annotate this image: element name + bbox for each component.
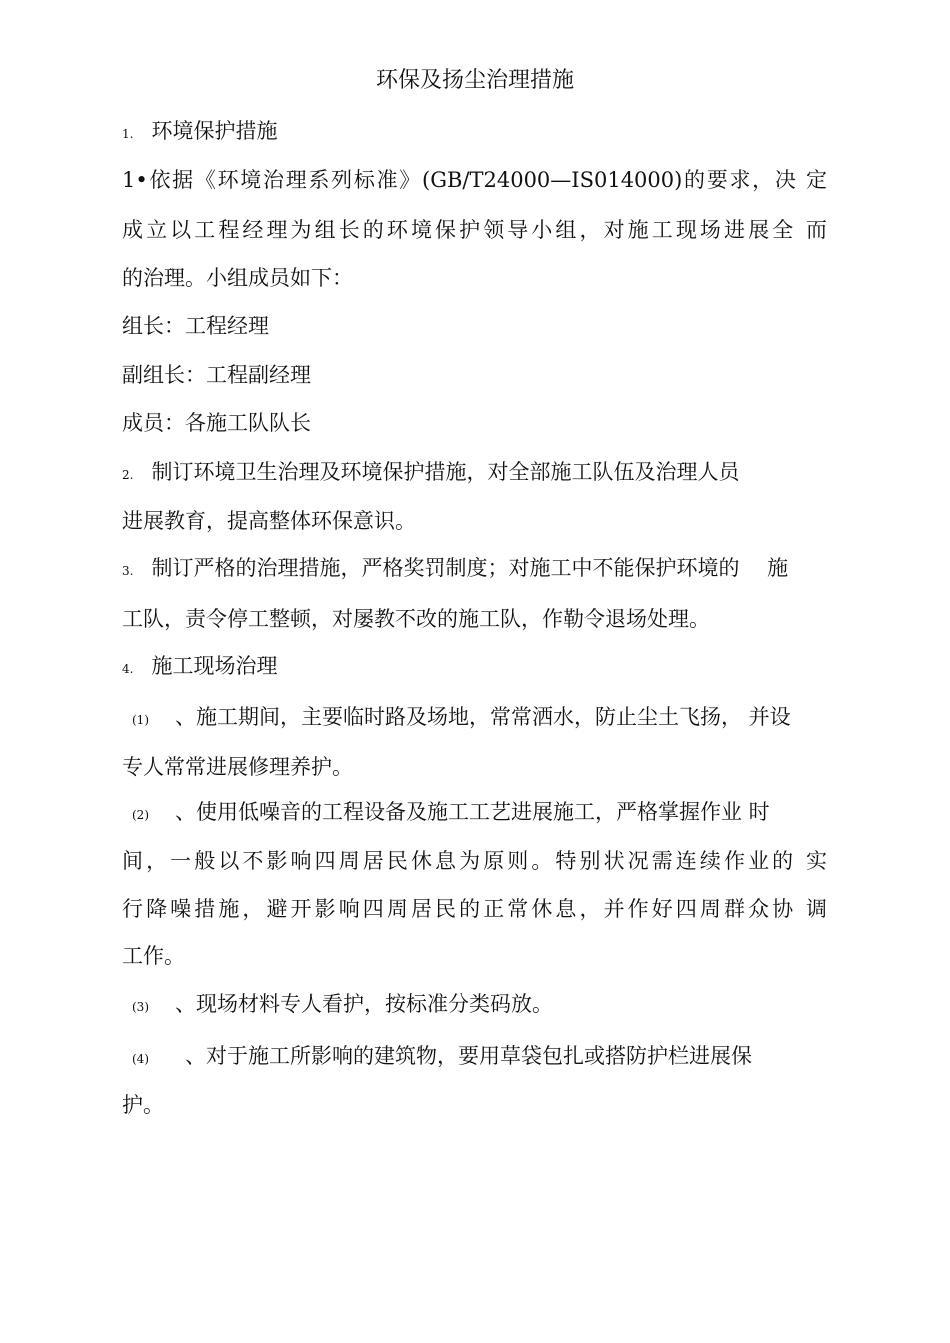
- paragraph-1-line-2: 成立以工程经理为组长的环境保护领导小组，对施工现场进展全 而: [122, 218, 827, 242]
- section-2-text: 制订环境卫生治理及环境保护措施，对全部施工队伍及治理人员: [151, 460, 740, 484]
- page-title: 环保及扬尘治理措施: [375, 68, 574, 93]
- item-1-line-1: [122, 701, 827, 736]
- section-3-line-2: 工队，责令停工整顿，对屡教不改的施工队，作勒令退场处理。: [122, 607, 710, 631]
- section-1-heading: [122, 115, 827, 150]
- item-2-text: 、使用低噪音的工程设备及施工工艺进展施工，严格掌握作业 时: [175, 800, 770, 824]
- item-2-number: (2): [132, 808, 149, 822]
- item-4-line-2: 护。: [122, 1093, 164, 1117]
- item-1-number: (1): [132, 713, 149, 727]
- section-4-title: 施工现场治理: [151, 654, 278, 678]
- section-4-heading: [122, 650, 827, 685]
- item-2-line-1: [122, 796, 827, 831]
- paragraph-1-line-3: 的治理。小组成员如下：: [122, 266, 353, 290]
- item-4-text: 、对于施工所影响的建筑物，要用草袋包扎或搭防护栏进展保: [185, 1044, 752, 1068]
- item-3-number: (3): [132, 1000, 149, 1014]
- section-3-line-1: [122, 552, 827, 587]
- item-1-line-2: 专人常常进展修理养护。: [122, 755, 353, 779]
- members-line: 成员：各施工队队长: [122, 411, 311, 435]
- section-3-number: 3.: [122, 564, 134, 578]
- section-1-number: 1.: [122, 127, 134, 141]
- section-2-line-2: 进展教育，提高整体环保意识。: [122, 509, 416, 533]
- item-4-number: (4): [132, 1052, 149, 1066]
- section-2-line-1: [122, 456, 827, 491]
- deputy-line: 副组长：工程副经理: [122, 363, 311, 387]
- item-1-text: 、施工期间，主要临时路及场地，常常洒水，防止尘土飞扬， 并设: [175, 705, 791, 729]
- item-2-line-3: 行降噪措施，避开影响四周居民的正常休息，并作好四周群众协 调: [122, 897, 827, 921]
- section-2-number: 2.: [122, 468, 134, 482]
- item-4-line-1: [122, 1040, 827, 1075]
- paragraph-1-line-1: 1•依据《环境治理系列标准》(GB/T24000—IS014000)的要求，决 定: [122, 168, 827, 192]
- section-1-title: 环境保护措施: [151, 119, 278, 143]
- item-2-line-4: 工作。: [122, 944, 185, 968]
- section-3-text: 制订严格的治理措施，严格奖罚制度；对施工中不能保护环境的 施: [151, 556, 789, 580]
- item-2-line-2: 间，一般以不影响四周居民休息为原则。特别状况需连续作业的 实: [122, 849, 827, 873]
- section-4-number: 4.: [122, 662, 134, 676]
- item-3-line-1: [122, 988, 827, 1023]
- item-3-text: 、现场材料专人看护，按标准分类码放。: [175, 992, 553, 1016]
- leader-line: 组长：工程经理: [122, 314, 269, 338]
